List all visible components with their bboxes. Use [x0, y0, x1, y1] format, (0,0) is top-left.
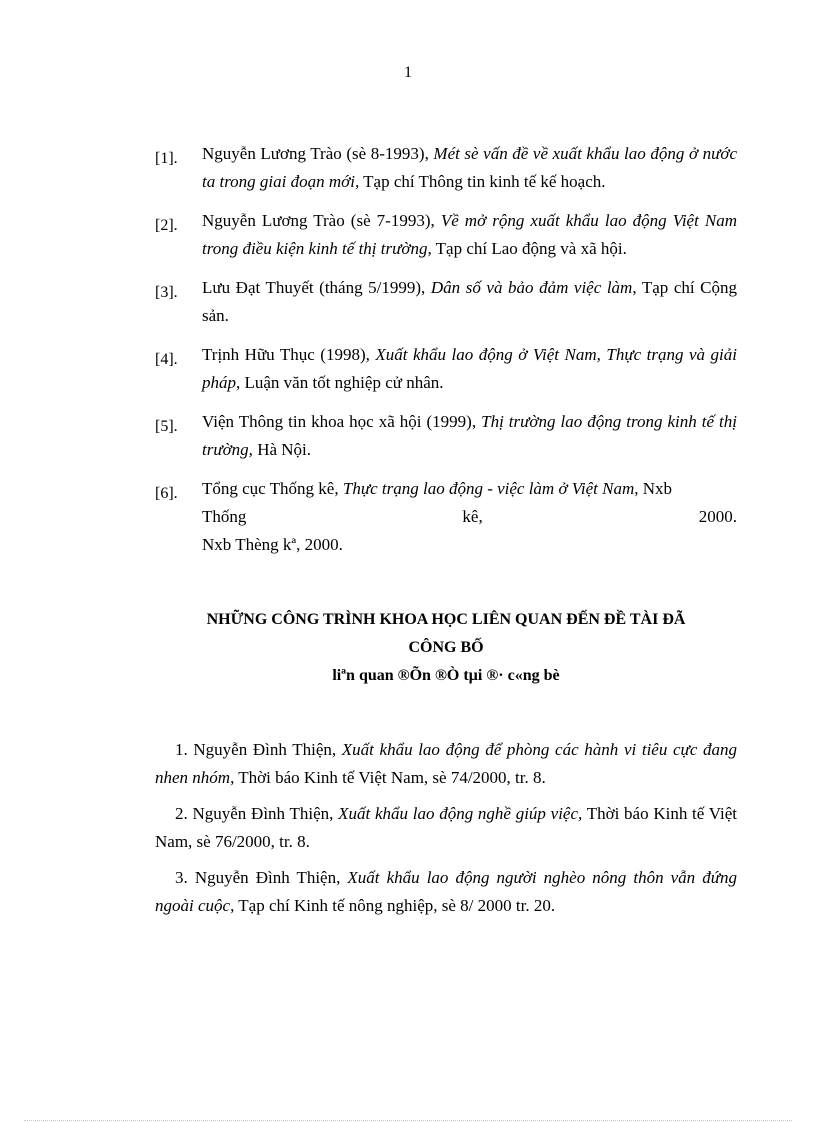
section-heading	[155, 606, 737, 662]
reference-author: Viện Thông tin khoa học xã hội (1999),	[202, 412, 482, 431]
reference-word: Thống	[202, 507, 247, 526]
reference-extra-line: Nxb Thèng kª, 2000.	[202, 535, 343, 554]
page-number: 1	[404, 64, 412, 81]
section-heading-line: CÔNG BỐ	[408, 639, 484, 656]
reference-text	[202, 341, 737, 397]
reference-source: Tạp chí Thông tin kinh tế kế hoạch.	[359, 172, 606, 191]
reference-word: kê,	[462, 507, 483, 526]
reference-source: , Luận văn tốt nghiệp cử nhân.	[236, 373, 444, 392]
published-work-text	[155, 736, 737, 792]
reference-spread-line	[202, 503, 737, 531]
reference-number: [5].	[155, 418, 178, 435]
reference-text	[202, 475, 737, 559]
reference-author: Nguyễn Lương Trào (sè 7-1993),	[202, 211, 441, 230]
published-work-text	[155, 864, 737, 920]
published-work-item	[0, 800, 816, 856]
published-work-number: 1.	[175, 740, 188, 759]
published-work-title: Xuất khẩu lao động nghề giúp việc,	[338, 804, 583, 823]
reference-item	[0, 408, 816, 464]
published-work-title: Xuất khẩu lao động để phòng các hành vi tiêu cực đang nhen nhóm	[155, 740, 738, 787]
reference-text	[202, 408, 737, 464]
reference-item	[0, 475, 816, 559]
reference-number: [4].	[155, 351, 178, 368]
published-work-item	[0, 736, 816, 792]
reference-author: Tổng cục Thống kê,	[202, 479, 343, 498]
reference-word: 2000.	[698, 507, 737, 526]
reference-author: Lưu Đạt Thuyết (tháng 5/1999),	[202, 278, 431, 297]
reference-title: Mét sè vấn đề về xuất khẩu lao động ở nước ta trong giai đoạn mới,	[202, 144, 737, 191]
reference-text	[202, 140, 737, 196]
published-work-title: Xuất khẩu lao động người nghèo nông thôn vẫn đứng ngoài cuộc	[155, 868, 738, 915]
published-work-number: 3.	[175, 868, 188, 887]
reference-title: Thị trường lao động trong kinh tế thị trường,	[202, 412, 737, 459]
reference-text	[202, 274, 737, 330]
reference-source: , Tạp chí Lao động và xã hội.	[427, 239, 627, 258]
reference-number: [3].	[155, 284, 178, 301]
reference-first-line	[202, 475, 737, 503]
published-work-item	[0, 864, 816, 920]
published-work-author: Nguyễn Đình Thiện,	[194, 868, 348, 887]
reference-text	[202, 207, 737, 263]
published-work-author: Nguyễn Đình Thiện,	[192, 804, 339, 823]
reference-item	[0, 341, 816, 397]
published-work-source: Thời báo Kinh tế Việt Nam, sè 76/2000, tr. 8.	[155, 804, 737, 851]
page-bottom-rule	[24, 1120, 792, 1121]
published-work-source: , Thời báo Kinh tế Việt Nam, sè 74/2000, tr. 8.	[230, 768, 546, 787]
reference-source: Hà Nội.	[252, 440, 312, 459]
reference-number: [2].	[155, 217, 178, 234]
reference-source: , Tạp chí Cộng sản.	[202, 278, 737, 325]
reference-title: Về mở rộng xuất khẩu lao động Việt Nam trong điều kiện kinh tế thị trường	[202, 211, 737, 258]
published-work-number: 2.	[175, 804, 188, 823]
section-heading-garbled: liªn quan ®Õn ®Ò tµi ®· c«ng bè	[332, 667, 560, 684]
section-heading-line: NHỮNG CÔNG TRÌNH KHOA HỌC LIÊN QUAN ĐẾN ĐỀ TÀI ĐÃ	[206, 611, 686, 628]
reference-title: Dân số và bảo đảm việc làm	[430, 278, 633, 297]
published-work-text	[155, 800, 737, 856]
reference-title: Xuất khẩu lao động ở Việt Nam, Thực trạng và giải pháp	[202, 345, 737, 392]
reference-author: Nguyễn Lương Trào (sè 8-1993),	[202, 144, 434, 163]
published-works-list	[0, 736, 816, 928]
reference-item	[0, 207, 816, 263]
reference-number: [6].	[155, 485, 178, 502]
published-work-source: , Tạp chí Kinh tế nông nghiệp, sè 8/ 2000 tr. 20.	[230, 896, 556, 915]
reference-item	[0, 274, 816, 330]
reference-source: , Nxb	[634, 479, 673, 498]
reference-number: [1].	[155, 150, 178, 167]
reference-item	[0, 140, 816, 196]
reference-list	[0, 140, 816, 570]
published-work-author: Nguyễn Đình Thiện,	[193, 740, 342, 759]
reference-author: Trịnh Hữu Thục (1998),	[202, 345, 376, 364]
reference-title: Thực trạng lao động - việc làm ở Việt Nam	[342, 479, 635, 498]
